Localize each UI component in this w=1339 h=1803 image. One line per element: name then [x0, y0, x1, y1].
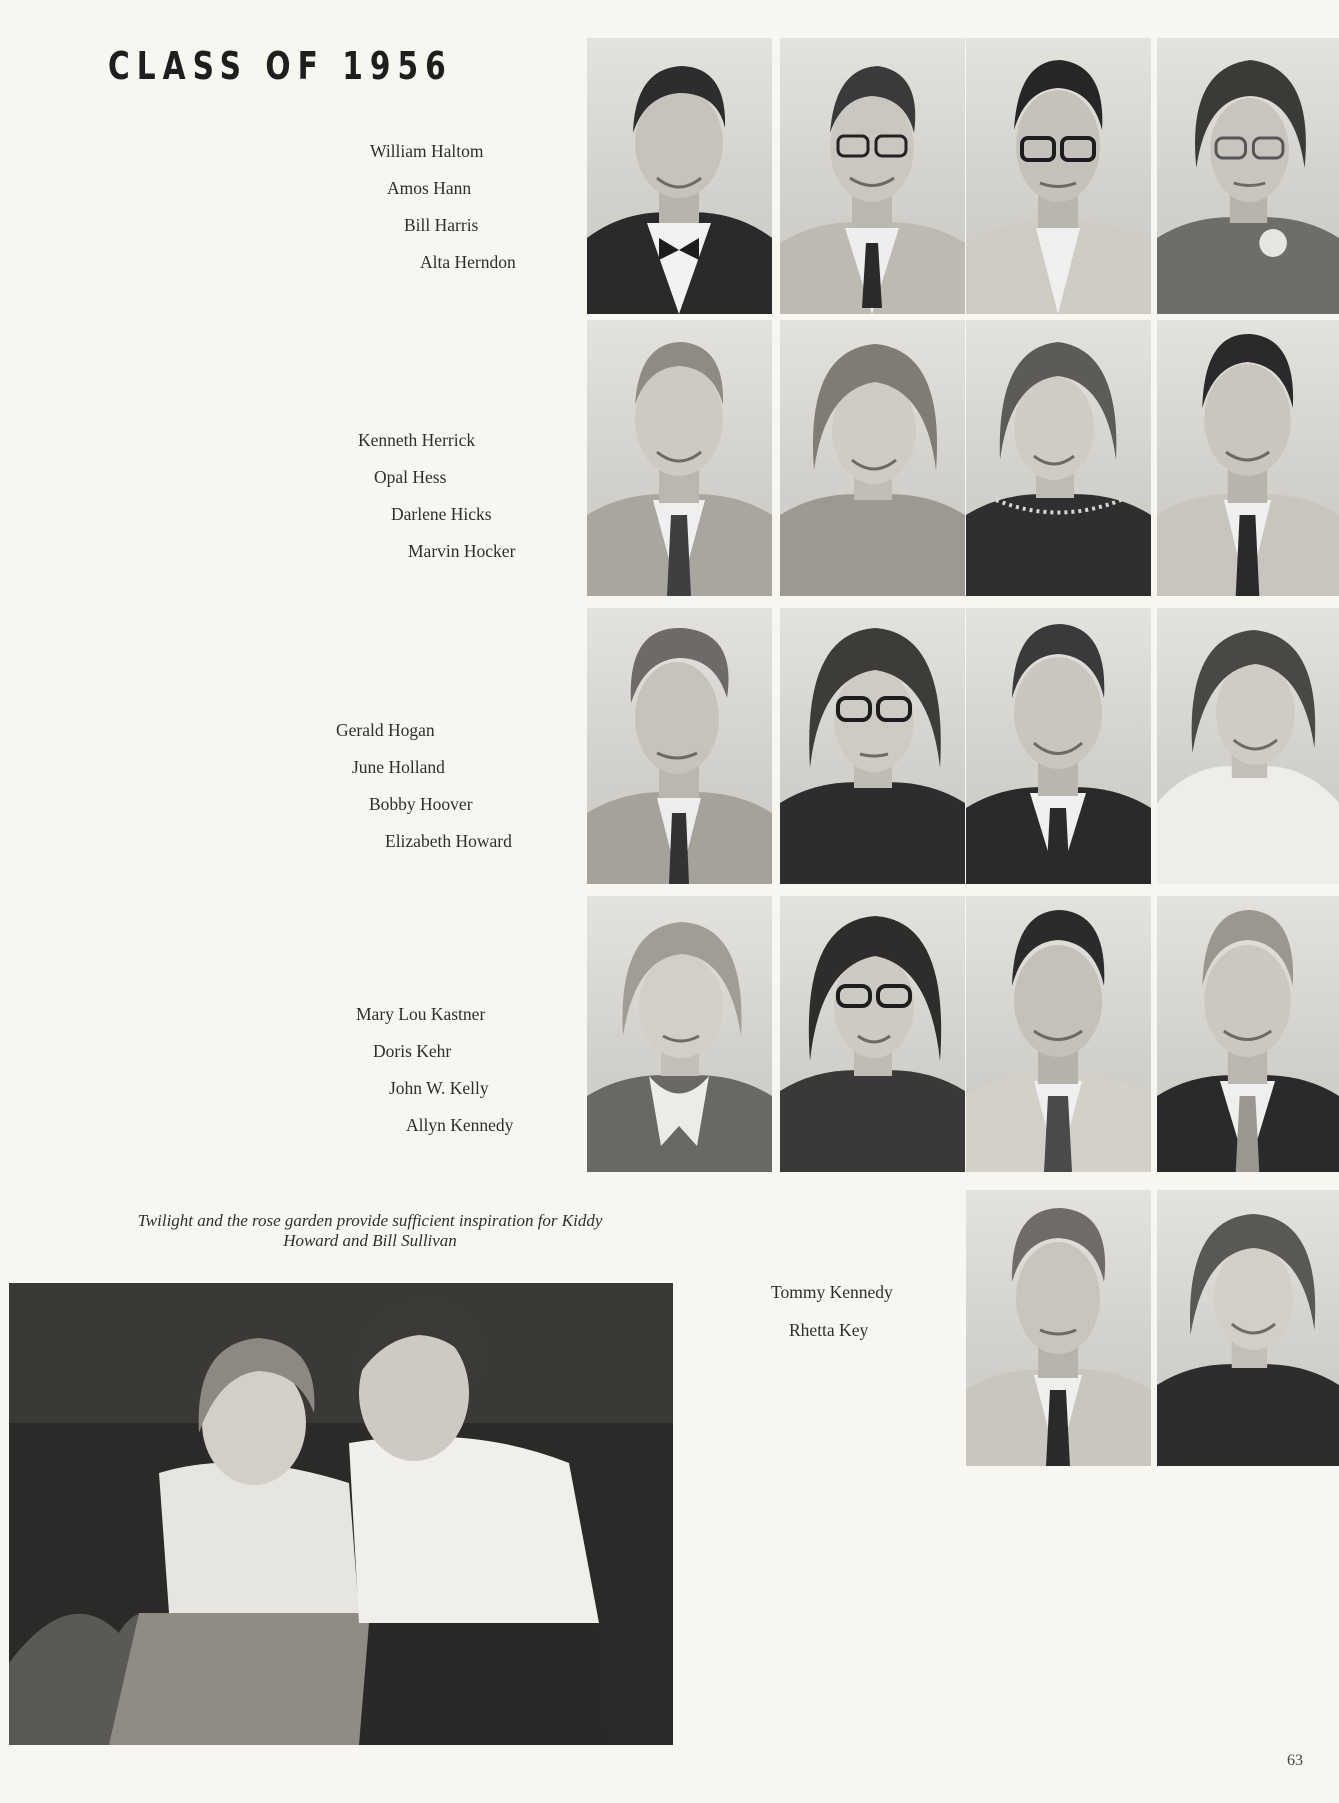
student-portrait	[780, 320, 965, 596]
student-name: Doris Kehr	[373, 1041, 452, 1061]
student-name: Amos Hann	[387, 178, 472, 198]
student-portrait	[780, 38, 965, 314]
student-portrait	[587, 608, 772, 884]
student-portrait	[587, 320, 772, 596]
student-name: Bill Harris	[404, 215, 479, 235]
student-name: William Haltom	[370, 141, 484, 161]
student-portrait	[966, 608, 1151, 884]
student-portrait	[966, 38, 1151, 314]
student-name: Mary Lou Kastner	[356, 1004, 486, 1024]
page-title: CLASS OF 1956	[108, 44, 453, 88]
student-portrait	[1157, 320, 1339, 596]
candid-photo	[9, 1283, 673, 1745]
student-name: June Holland	[352, 757, 445, 777]
student-name: Darlene Hicks	[391, 504, 492, 524]
student-portrait	[1157, 896, 1339, 1172]
student-name: Elizabeth Howard	[385, 831, 512, 851]
page-number: 63	[1287, 1752, 1303, 1769]
student-portrait	[1157, 608, 1339, 884]
student-name: Allyn Kennedy	[406, 1115, 514, 1135]
student-name: Rhetta Key	[789, 1320, 869, 1340]
student-name: Marvin Hocker	[408, 541, 516, 561]
student-portrait	[780, 608, 965, 884]
student-name: Bobby Hoover	[369, 794, 473, 814]
photo-caption: Twilight and the rose garden provide sufficient inspiration for Kiddy Howard and Bill Sullivan	[137, 1211, 603, 1250]
student-portrait	[780, 896, 965, 1172]
student-portrait	[1157, 1190, 1339, 1466]
student-portrait	[966, 1190, 1151, 1466]
student-name: Tommy Kennedy	[771, 1282, 893, 1302]
student-name: Alta Herndon	[420, 252, 516, 272]
student-name: Opal Hess	[374, 467, 447, 487]
student-portrait	[587, 896, 772, 1172]
student-portrait	[587, 38, 772, 314]
student-portrait	[1157, 38, 1339, 314]
student-name: Gerald Hogan	[336, 720, 435, 740]
student-name: Kenneth Herrick	[358, 430, 476, 450]
student-name: John W. Kelly	[389, 1078, 489, 1098]
student-portrait	[966, 320, 1151, 596]
student-portrait	[966, 896, 1151, 1172]
